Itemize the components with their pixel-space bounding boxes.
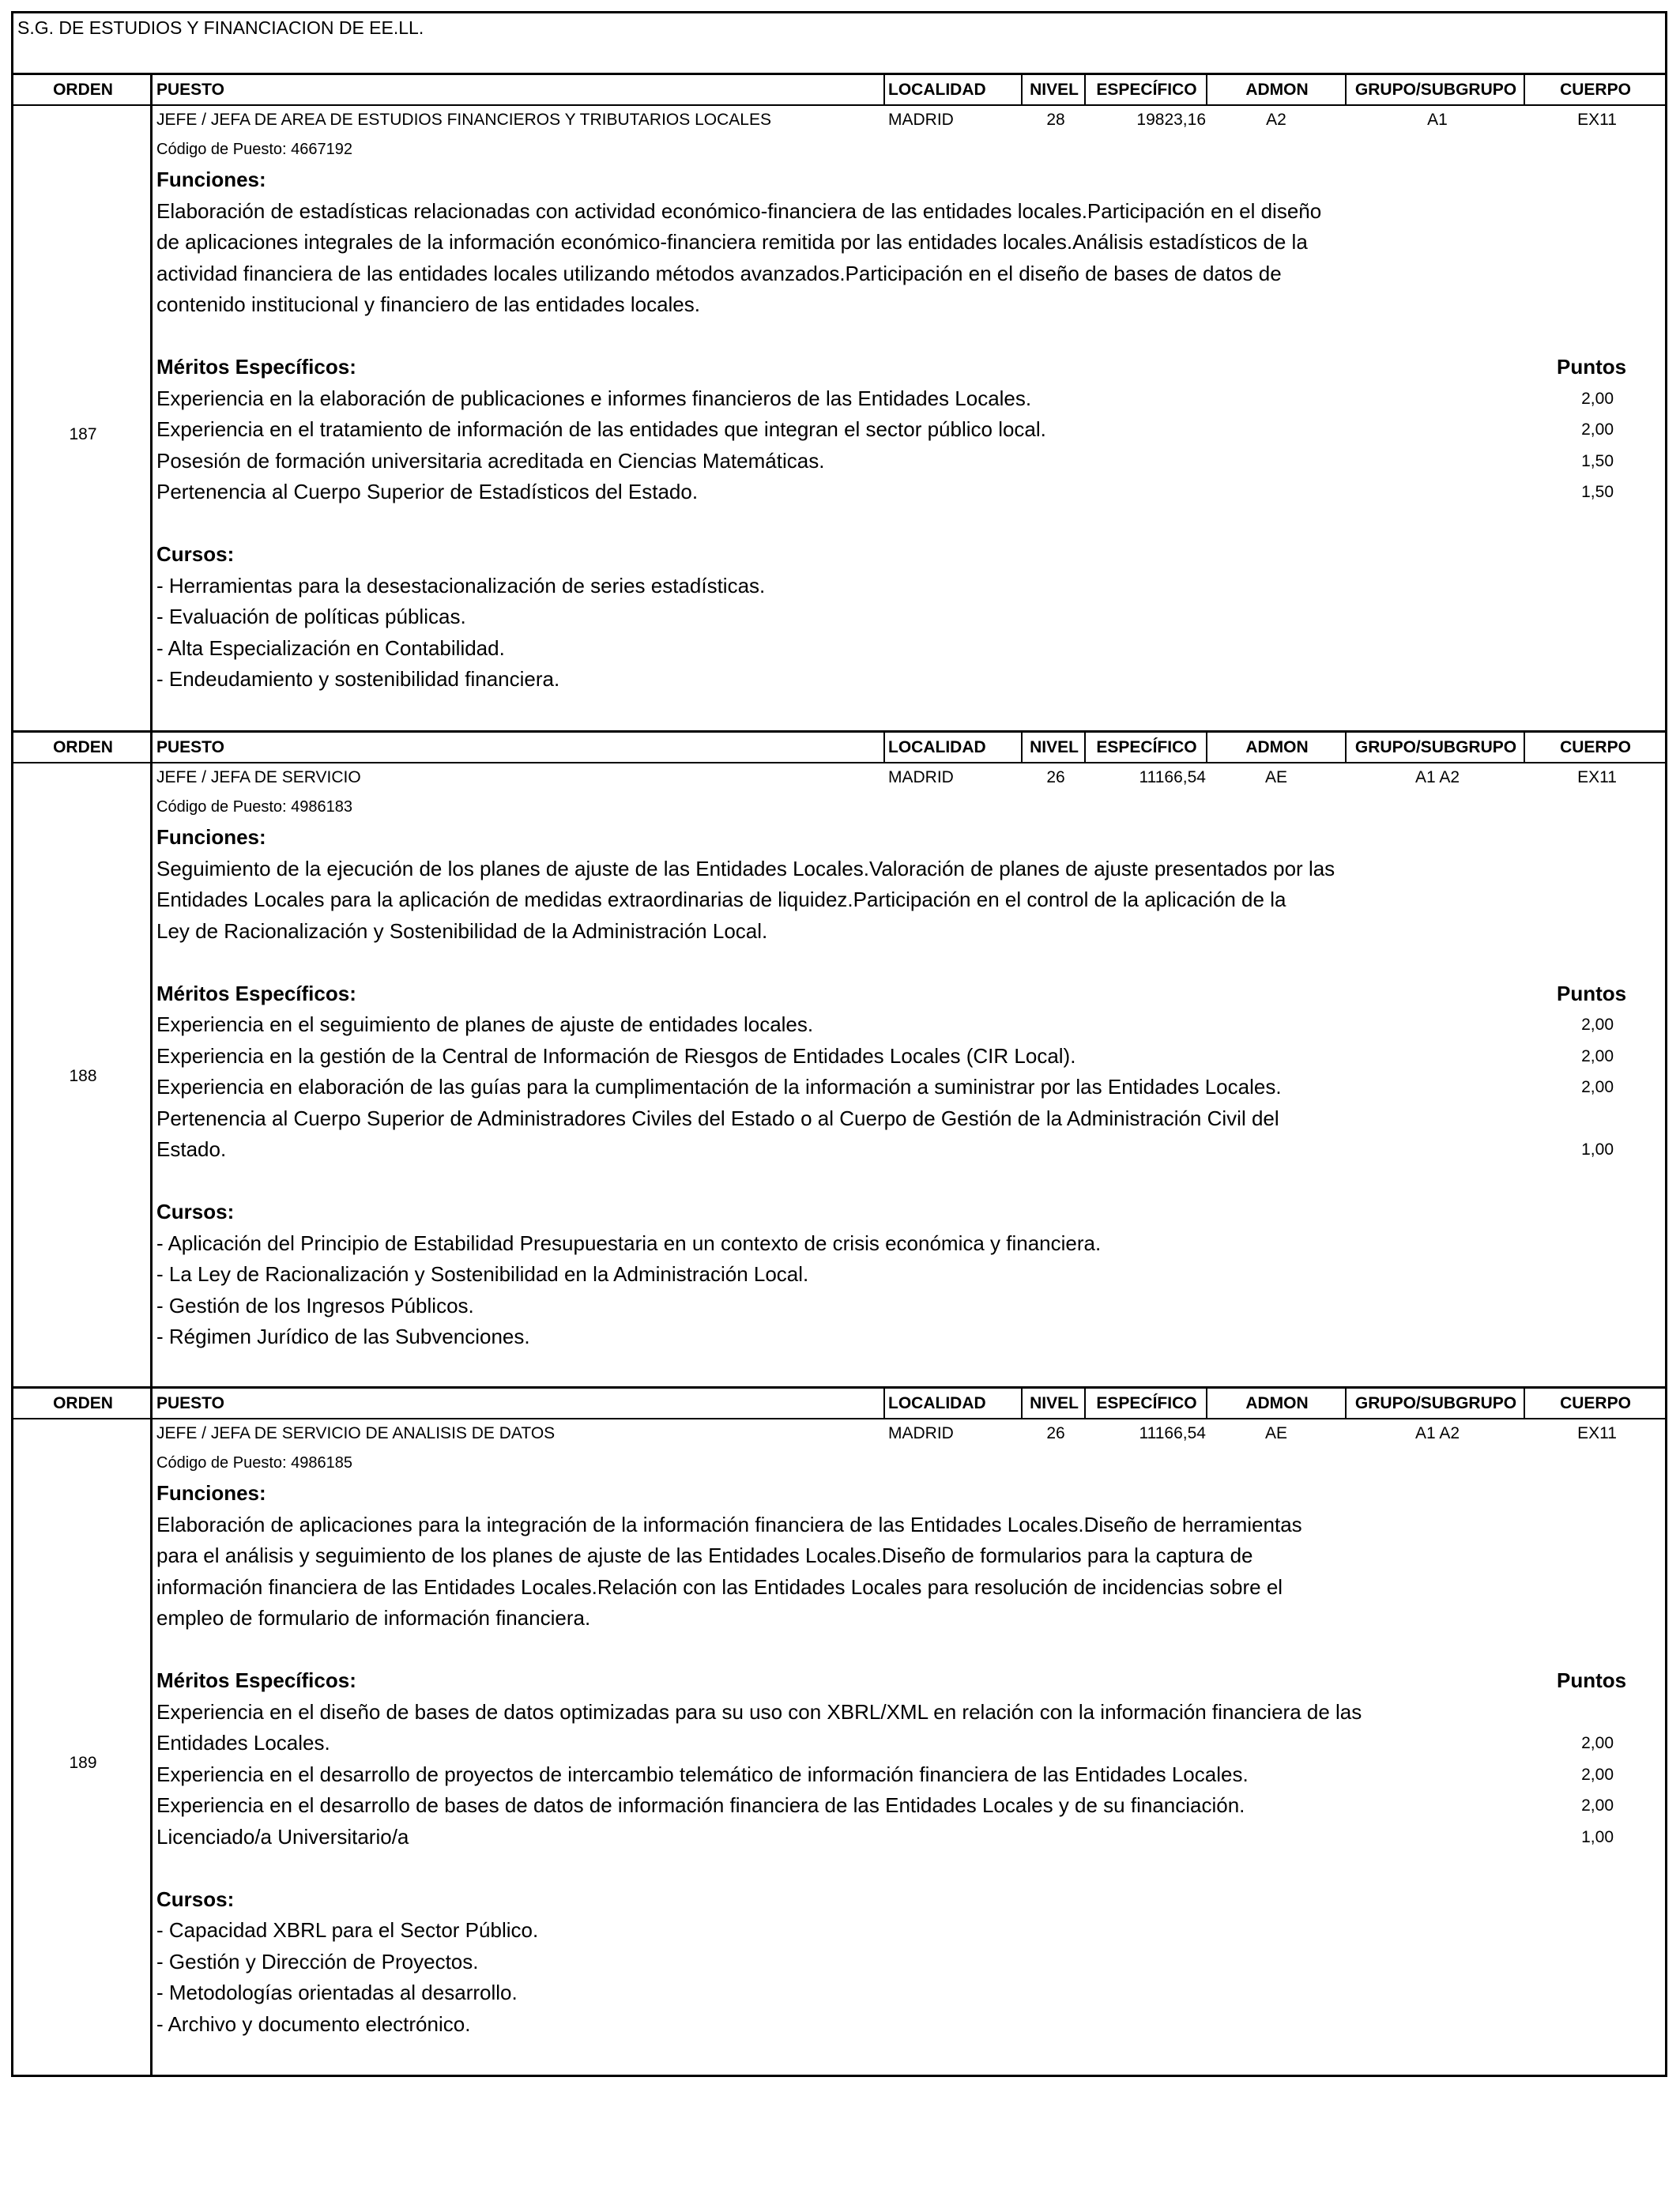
header-localidad: LOCALIDAD: [888, 81, 986, 99]
curso-line: - Gestión y Dirección de Proyectos.: [156, 1949, 479, 1973]
merito-puntos: 2,00: [1581, 1016, 1614, 1034]
header-grupo: GRUPO/SUBGRUPO: [1354, 1394, 1517, 1412]
nivel-value: 28: [1046, 111, 1065, 129]
grupo-value: A1: [1427, 111, 1448, 129]
funciones-line: contenido institucional y financiero de las entidades locales.: [156, 292, 700, 316]
merito-puntos: 1,50: [1581, 451, 1614, 470]
funciones-line: Elaboración de aplicaciones para la integración de la información financiera de las Entidades Locales.Diseño de herramientas: [156, 1512, 1302, 1536]
merito-line: Experiencia en el tratamiento de información de las entidades que integran el sector público local.: [156, 417, 1046, 441]
funciones-line: información financiera de las Entidades Locales.Relación con las Entidades Locales para resolución de incidencias sobre el: [156, 1574, 1283, 1599]
header-bottom-line: [13, 104, 1667, 106]
funciones-line: actividad financiera de las entidades locales utilizando métodos avanzados.Participación en el diseño de bases de datos de: [156, 261, 1282, 285]
merito-puntos: 2,00: [1581, 420, 1614, 439]
especifico-value: 11166,54: [1139, 768, 1206, 786]
codigo-puesto: Código de Puesto: 4667192: [156, 141, 352, 158]
funciones-line: Seguimiento de la ejecución de los planes de ajuste de las Entidades Locales.Valoración de planes de ajuste presentados por las: [156, 856, 1335, 880]
header-bottom-line: [13, 1418, 1667, 1419]
header-especifico: ESPECÍFICO: [1096, 1394, 1197, 1412]
puntos-label: Puntos: [1557, 1668, 1627, 1692]
header-puesto: PUESTO: [156, 81, 224, 99]
curso-line: - Endeudamiento y sostenibilidad financiera.: [156, 667, 560, 691]
cursos-label: Cursos:: [156, 542, 235, 566]
curso-line: - Aplicación del Principio de Estabilidad Presupuestaria en un contexto de crisis económica y financiera.: [156, 1231, 1102, 1255]
puesto-value: JEFE / JEFA DE SERVICIO: [156, 768, 361, 786]
meritos-label: Méritos Específicos:: [156, 981, 356, 1005]
orden-value: 187: [69, 424, 97, 443]
merito-line: Experiencia en la gestión de la Central de Información de Riesgos de Entidades Locales (CIR Local).: [156, 1043, 1076, 1068]
cuerpo-value: EX11: [1577, 111, 1617, 129]
admon-value: A2: [1266, 111, 1286, 129]
funciones-label: Funciones:: [156, 825, 266, 849]
curso-line: - Metodologías orientadas al desarrollo.: [156, 1981, 518, 2004]
header-nivel: NIVEL: [1030, 1394, 1079, 1412]
merito-puntos: 2,00: [1581, 1078, 1614, 1096]
header-cuerpo: CUERPO: [1560, 81, 1631, 99]
header-bottom-line: [13, 762, 1667, 763]
curso-line: - Gestión de los Ingresos Públicos.: [156, 1293, 474, 1318]
curso-line: - Alta Especialización en Contabilidad.: [156, 635, 505, 660]
merito-puntos: 2,00: [1581, 1734, 1614, 1752]
merito-puntos: 2,00: [1581, 1765, 1614, 1784]
header-divider: [13, 73, 1667, 75]
header-orden: ORDEN: [53, 738, 113, 756]
header-localidad: LOCALIDAD: [888, 1394, 986, 1412]
merito-line: Estado.: [156, 1137, 227, 1161]
header-nivel: NIVEL: [1030, 81, 1079, 99]
orden-col-divider: [150, 733, 153, 1389]
codigo-puesto: Código de Puesto: 4986183: [156, 798, 352, 816]
header-grupo: GRUPO/SUBGRUPO: [1354, 81, 1517, 99]
orden-value: 189: [69, 1754, 97, 1773]
curso-line: - La Ley de Racionalización y Sostenibilidad en la Administración Local.: [156, 1262, 809, 1286]
grupo-value: A1 A2: [1414, 768, 1460, 786]
meritos-label: Méritos Específicos:: [156, 1668, 356, 1692]
header-puesto: PUESTO: [156, 738, 224, 756]
nivel-value: 26: [1046, 768, 1065, 786]
especifico-value: 11166,54: [1139, 1424, 1206, 1442]
header-admon: ADMON: [1245, 738, 1309, 756]
merito-line: Pertenencia al Cuerpo Superior de Administradores Civiles del Estado o al Cuerpo de Gestión de la Administración Civil del: [156, 1106, 1279, 1130]
section-title: S.G. DE ESTUDIOS Y FINANCIACION DE EE.LL.: [17, 17, 424, 38]
curso-line: - Capacidad XBRL para el Sector Público.: [156, 1918, 539, 1942]
merito-puntos: 2,00: [1581, 1796, 1614, 1815]
orden-value: 188: [69, 1066, 97, 1085]
cursos-label: Cursos:: [156, 1887, 235, 1911]
meritos-label: Méritos Específicos:: [156, 355, 356, 379]
curso-line: - Evaluación de políticas públicas.: [156, 605, 466, 628]
especifico-value: 19823,16: [1136, 111, 1206, 129]
localidad-value: MADRID: [888, 111, 954, 129]
header-cuerpo: CUERPO: [1560, 738, 1631, 756]
header-nivel: NIVEL: [1030, 738, 1079, 756]
puntos-label: Puntos: [1557, 355, 1627, 379]
header-orden: ORDEN: [53, 1394, 113, 1412]
merito-line: Posesión de formación universitaria acreditada en Ciencias Matemáticas.: [156, 448, 825, 473]
merito-puntos: 2,00: [1581, 389, 1614, 408]
puesto-value: JEFE / JEFA DE AREA DE ESTUDIOS FINANCIEROS Y TRIBUTARIOS LOCALES: [156, 111, 771, 129]
header-col-divider: [883, 1389, 885, 1418]
nivel-value: 26: [1046, 1424, 1065, 1442]
cursos-label: Cursos:: [156, 1200, 235, 1223]
merito-line: Licenciado/a Universitario/a: [156, 1824, 409, 1849]
curso-line: - Herramientas para la desestacionalización de series estadísticas.: [156, 573, 766, 598]
merito-line: Experiencia en el desarrollo de bases de datos de información financiera de las Entidades Locales y de su financiación.: [156, 1793, 1245, 1817]
header-especifico: ESPECÍFICO: [1096, 81, 1197, 99]
merito-puntos: 1,00: [1581, 1827, 1614, 1846]
header-col-divider: [883, 75, 885, 104]
orden-col-divider: [150, 1389, 153, 2075]
puesto-value: JEFE / JEFA DE SERVICIO DE ANALISIS DE DATOS: [156, 1424, 556, 1442]
puntos-label: Puntos: [1557, 981, 1627, 1005]
merito-line: Experiencia en el seguimiento de planes de ajuste de entidades locales.: [156, 1012, 814, 1036]
header-especifico: ESPECÍFICO: [1096, 738, 1197, 756]
merito-line: Entidades Locales.: [156, 1731, 330, 1755]
admon-value: AE: [1264, 1424, 1287, 1442]
codigo-puesto: Código de Puesto: 4986185: [156, 1454, 352, 1472]
merito-line: Experiencia en elaboración de las guías para la cumplimentación de la información a suministrar por las Entidades Locales.: [156, 1075, 1282, 1099]
merito-puntos: 1,50: [1581, 483, 1614, 501]
funciones-line: Elaboración de estadísticas relacionadas con actividad económico-financiera de las entidades locales.Participación en el diseño: [156, 198, 1322, 223]
header-grupo: GRUPO/SUBGRUPO: [1354, 738, 1517, 756]
merito-puntos: 1,00: [1581, 1140, 1614, 1159]
funciones-line: de aplicaciones integrales de la información económico-financiera remitida por las entidades locales.Análisis estadísticos de la: [156, 230, 1308, 254]
merito-line: Experiencia en el diseño de bases de datos optimizadas para su uso con XBRL/XML en relación con la información financiera de las: [156, 1699, 1362, 1724]
header-cuerpo: CUERPO: [1560, 1394, 1631, 1412]
funciones-label: Funciones:: [156, 168, 266, 191]
funciones-line: Ley de Racionalización y Sostenibilidad de la Administración Local.: [156, 918, 768, 943]
curso-line: - Régimen Jurídico de las Subvenciones.: [156, 1325, 530, 1348]
merito-puntos: 2,00: [1581, 1046, 1614, 1065]
localidad-value: MADRID: [888, 768, 954, 786]
header-puesto: PUESTO: [156, 1394, 224, 1412]
funciones-label: Funciones:: [156, 1481, 266, 1505]
curso-line: - Archivo y documento electrónico.: [156, 2011, 471, 2036]
funciones-line: empleo de formulario de información financiera.: [156, 1606, 591, 1630]
cuerpo-value: EX11: [1577, 768, 1617, 786]
header-localidad: LOCALIDAD: [888, 738, 986, 756]
block-divider: [13, 1386, 1667, 1389]
block-divider: [13, 730, 1667, 733]
admon-value: AE: [1264, 768, 1287, 786]
localidad-value: MADRID: [888, 1424, 954, 1442]
orden-col-divider: [150, 75, 153, 733]
funciones-line: Entidades Locales para la aplicación de medidas extraordinarias de liquidez.Participación en el control de la aplicación de la: [156, 888, 1286, 911]
header-admon: ADMON: [1245, 81, 1309, 99]
header-admon: ADMON: [1245, 1394, 1309, 1412]
header-col-divider: [883, 733, 885, 762]
funciones-line: para el análisis y seguimiento de los planes de ajuste de las Entidades Locales.Diseño de formularios para la captura de: [156, 1544, 1253, 1567]
merito-line: Pertenencia al Cuerpo Superior de Estadísticos del Estado.: [156, 480, 699, 503]
merito-line: Experiencia en la elaboración de publicaciones e informes financieros de las Entidades Locales.: [156, 386, 1032, 410]
cuerpo-value: EX11: [1577, 1424, 1617, 1442]
grupo-value: A1 A2: [1414, 1424, 1460, 1442]
header-orden: ORDEN: [53, 81, 113, 99]
merito-line: Experiencia en el desarrollo de proyectos de intercambio telemático de información financiera de las Entidades Locales.: [156, 1762, 1249, 1786]
